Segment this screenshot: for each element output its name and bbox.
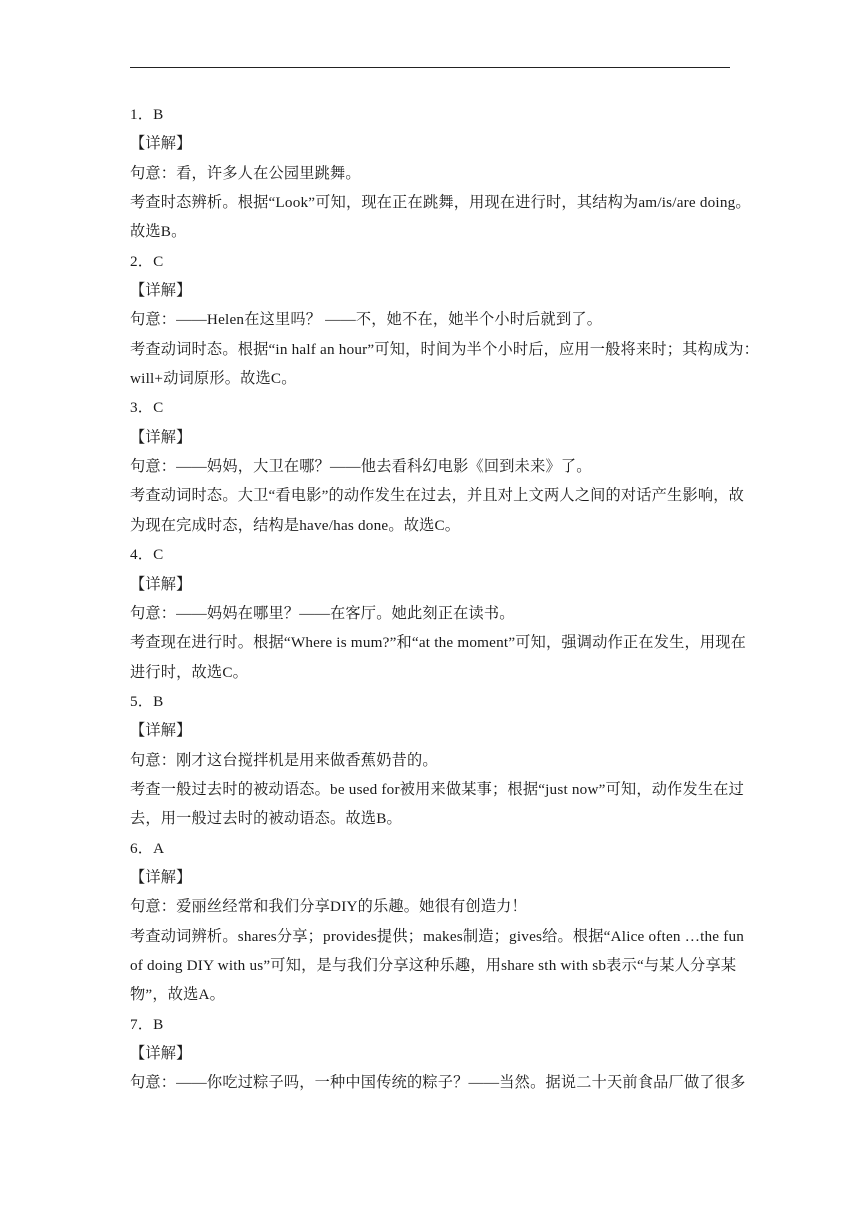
explanation-line: 考查一般过去时的被动语态。be used for被用来做某事；根据“just now”可知，动作发生在过 [130, 780, 745, 798]
header-rule [130, 67, 730, 68]
section-label: 【详解】 [130, 868, 192, 886]
sentence-meaning: 句意：——妈妈，大卫在哪？——他去看科幻电影《回到未来》了。 [130, 458, 592, 476]
explanation-line: of doing DIY with us”可知，是与我们分享这种乐趣，用share sth with sb表示“与某人分享某 [130, 956, 737, 974]
explanation-line: 为现在完成时态，结构是have/has done。故选C。 [130, 516, 461, 534]
section-label: 【详解】 [130, 575, 192, 593]
section-label: 【详解】 [130, 135, 192, 153]
question-number-answer: 7．B [130, 1015, 164, 1033]
sentence-meaning: 句意：——Helen在这里吗？ ——不，她不在，她半个小时后就到了。 [130, 311, 603, 329]
question-number-answer: 6．A [130, 839, 165, 857]
answer-item [130, 100, 751, 247]
explanation-line: 考查动词辨析。shares分享；provides提供；makes制造；gives给。根据“Alice often …the fun [130, 927, 745, 945]
question-number-answer: 2．C [130, 252, 164, 270]
sentence-meaning: 句意：刚才这台搅拌机是用来做香蕉奶昔的。 [130, 751, 438, 769]
explanation-line: 考查现在进行时。根据“Where is mum?”和“at the moment”可知，强调动作正在发生，用现在 [130, 634, 747, 652]
question-number-answer: 3．C [130, 399, 164, 417]
answer-item [130, 540, 747, 687]
section-label: 【详解】 [130, 722, 192, 740]
question-number-answer: 1．B [130, 106, 164, 123]
explanation-line: 考查动词时态。根据“in half an hour”可知，时间为半个小时后，应用一般将来时；其构成为： [130, 340, 760, 358]
explanation-line: 进行时，故选C。 [130, 663, 249, 681]
answer-item [130, 1010, 746, 1098]
sentence-meaning: 句意：看，许多人在公园里跳舞。 [130, 164, 361, 182]
sentence-meaning: 句意：——你吃过粽子吗，一种中国传统的粽子？——当然。据说二十天前食品厂做了很多 [130, 1074, 746, 1092]
question-number-answer: 4．C [130, 546, 164, 564]
answer-item [130, 834, 745, 1010]
question-number-answer: 5．B [130, 692, 164, 710]
explanation-line: will+动词原形。故选C。 [130, 370, 297, 388]
explanation-line: 去，用一般过去时的被动语态。故选B。 [130, 810, 402, 828]
answer-item [130, 393, 744, 540]
explanation-line: 考查动词时态。大卫“看电影”的动作发生在过去，并且对上文两人之间的对话产生影响，故 [130, 487, 744, 505]
section-label: 【详解】 [130, 282, 192, 300]
explanation-line: 故选B。 [130, 223, 187, 241]
section-label: 【详解】 [130, 1045, 192, 1062]
answer-explanations [130, 100, 760, 1098]
sentence-meaning: 句意：爱丽丝经常和我们分享DIY的乐趣。她很有创造力！ [130, 898, 527, 916]
answer-item [130, 247, 760, 394]
sentence-meaning: 句意：——妈妈在哪里？——在客厅。她此刻正在读书。 [130, 604, 515, 622]
explanation-line: 考查时态辨析。根据“Look”可知，现在正在跳舞，用现在进行时，其结构为am/is/are doing。 [130, 194, 751, 212]
section-label: 【详解】 [130, 428, 192, 446]
explanation-line: 物”，故选A。 [130, 986, 226, 1004]
answer-item [130, 687, 745, 834]
